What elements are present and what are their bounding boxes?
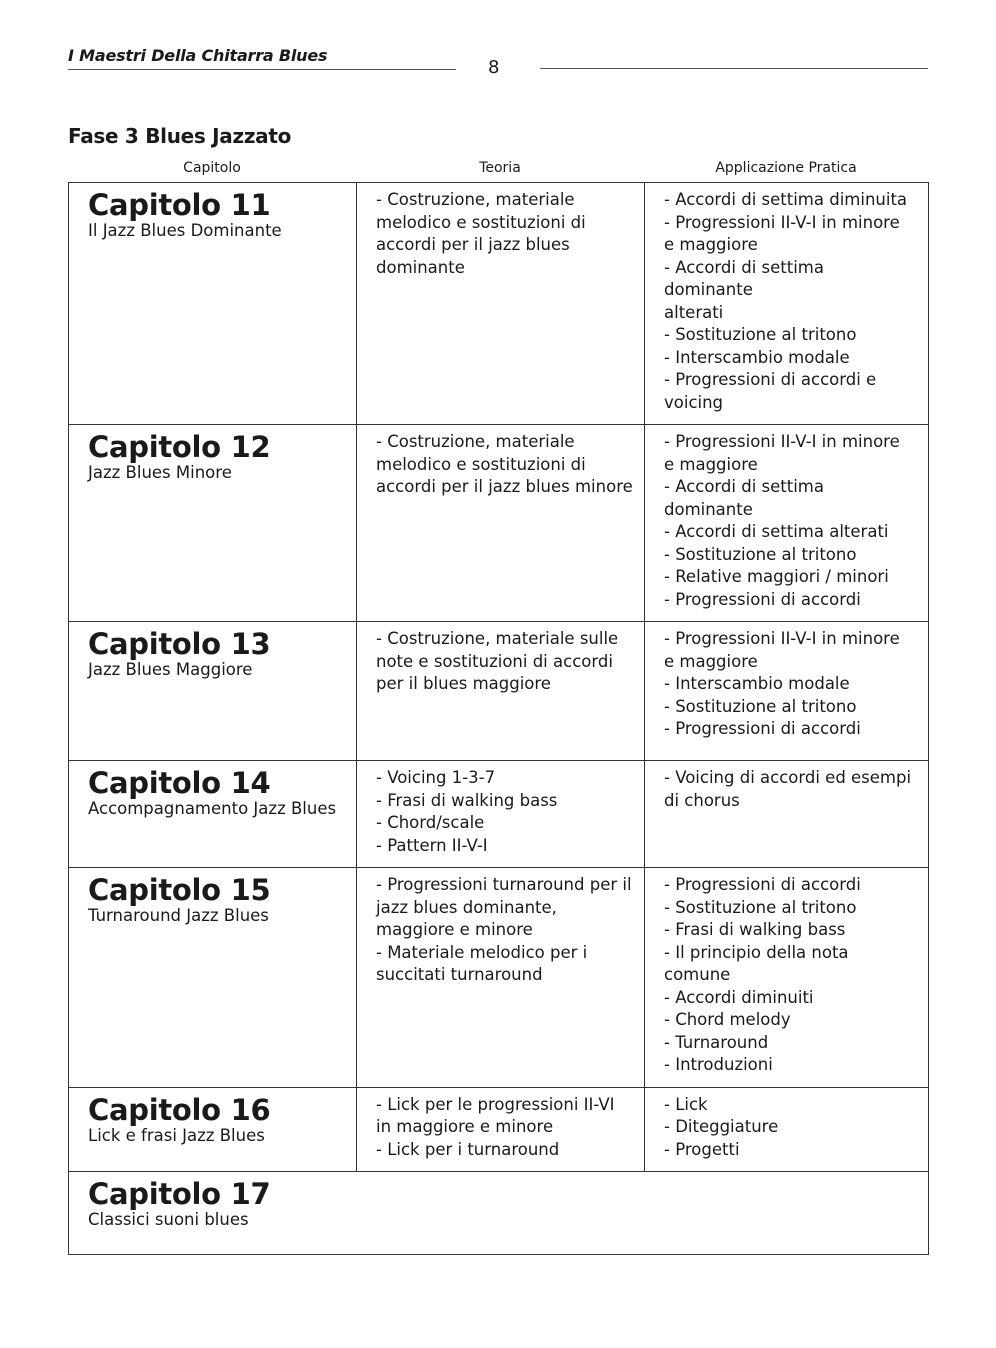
teoria-cell (357, 425, 645, 622)
applicazione-cell (645, 425, 929, 622)
applicazione-cell (645, 183, 929, 425)
applicazione-line: - Progressioni di accordi e (664, 370, 877, 389)
applicazione-line: e maggiore (664, 454, 758, 474)
table-row (69, 761, 929, 868)
applicazione-line: - Accordi diminuiti (664, 987, 814, 1007)
chapter-number: Capitolo 11 (88, 188, 271, 222)
applicazione-line: - Interscambio modale (664, 347, 850, 367)
section-title: Fase 3 Blues Jazzato (68, 124, 292, 148)
applicazione-line: e maggiore (664, 235, 758, 254)
applicazione-line: - Progressioni II-V-I in minore (664, 432, 900, 451)
chapter-number: Capitolo 15 (88, 873, 271, 907)
teoria-line: - Materiale melodico per i (376, 942, 588, 962)
applicazione-line: voicing (664, 392, 724, 412)
teoria-line: - Costruzione, materiale sulle (376, 629, 619, 648)
applicazione-line: - Accordi di settima alterati (664, 522, 889, 541)
applicazione-line: - Turnaround (664, 1032, 769, 1052)
teoria-line: - Lick per le progressioni II-VI (376, 1094, 615, 1114)
table-row (69, 1087, 929, 1172)
chapter-cell (69, 761, 357, 868)
chapter-number: Capitolo 14 (88, 766, 271, 800)
chapter-cell (69, 183, 357, 425)
teoria-line: per il blues maggiore (376, 674, 551, 693)
chapter-number: Capitolo 17 (88, 1177, 271, 1211)
applicazione-line: - Progressioni II-V-I in minore (664, 629, 900, 648)
applicazione-line: - Progressioni II-V-I in minore (664, 212, 900, 232)
teoria-line: succitati turnaround (376, 965, 543, 984)
applicazione-cell (645, 868, 929, 1088)
column-header-capitolo: Capitolo (183, 160, 241, 176)
chapter-cell (69, 1172, 929, 1255)
chapter-subtitle: Accompagnamento Jazz Blues (88, 799, 337, 818)
applicazione-line: - Accordi di settima dominante (664, 257, 824, 299)
chapter-subtitle: Jazz Blues Maggiore (88, 660, 253, 679)
teoria-line: - Costruzione, materiale (376, 190, 575, 209)
applicazione-line: - Voicing di accordi ed esempi (664, 768, 912, 787)
teoria-line: maggiore e minore (376, 920, 533, 939)
applicazione-cell (645, 1087, 929, 1172)
applicazione-line: - Introduzioni (664, 1055, 773, 1074)
teoria-line: accordi per il jazz blues minore (376, 477, 633, 496)
applicazione-line: - Progressioni di accordi (664, 875, 861, 894)
applicazione-line: - Frasi di walking bass (664, 920, 846, 939)
applicazione-line: - Diteggiature (664, 1117, 779, 1136)
header-rule-left (68, 69, 456, 70)
teoria-cell (357, 1087, 645, 1172)
teoria-line: - Chord/scale (376, 813, 485, 832)
applicazione-line: - Progressioni di accordi (664, 589, 861, 609)
teoria-line: - Lick per i turnaround (376, 1139, 560, 1159)
chapter-subtitle: Il Jazz Blues Dominante (88, 221, 282, 240)
applicazione-line: - Sostituzione al tritono (664, 897, 857, 917)
applicazione-line: - Sostituzione al tritono (664, 544, 857, 564)
chapter-number: Capitolo 16 (88, 1092, 271, 1127)
applicazione-line: - Progetti (664, 1139, 740, 1159)
teoria-cell (357, 183, 645, 425)
chapter-subtitle: Classici suoni blues (88, 1210, 249, 1229)
chapter-cell (69, 425, 357, 622)
chapter-number: Capitolo 12 (88, 430, 271, 464)
applicazione-line: - Il principio della nota comune (664, 942, 849, 984)
chapter-cell (69, 868, 357, 1088)
chapter-subtitle: Turnaround Jazz Blues (88, 906, 269, 925)
teoria-line: accordi per il jazz blues (376, 235, 570, 254)
teoria-cell (357, 868, 645, 1088)
teoria-line: melodico e sostituzioni di (376, 454, 586, 474)
applicazione-line: - Accordi di settima diminuita (664, 190, 908, 209)
teoria-line: dominante (376, 257, 465, 277)
applicazione-line: - Relative maggiori / minori (664, 567, 889, 586)
table-row (69, 183, 929, 425)
applicazione-line: - Lick (664, 1094, 708, 1114)
chapters-table (68, 182, 929, 1255)
applicazione-line: - Accordi di settima dominante (664, 477, 824, 519)
chapter-subtitle: Lick e frasi Jazz Blues (88, 1125, 265, 1145)
teoria-cell (357, 761, 645, 868)
chapter-cell (69, 1087, 357, 1172)
teoria-line: - Costruzione, materiale (376, 432, 575, 451)
applicazione-line: e maggiore (664, 651, 758, 671)
column-header-applicazione: Applicazione Pratica (715, 160, 857, 176)
teoria-line: jazz blues dominante, (376, 897, 557, 917)
header-rule-right (540, 68, 928, 69)
teoria-line: - Pattern II-V-I (376, 835, 488, 855)
teoria-line: - Voicing 1-3-7 (376, 768, 496, 787)
applicazione-cell (645, 622, 929, 761)
chapter-subtitle: Jazz Blues Minore (88, 463, 232, 482)
applicazione-line: alterati (664, 302, 724, 322)
applicazione-cell (645, 761, 929, 868)
chapter-number: Capitolo 13 (88, 627, 271, 661)
chapter-cell (69, 622, 357, 761)
teoria-line: - Frasi di walking bass (376, 790, 558, 810)
teoria-line: in maggiore e minore (376, 1117, 554, 1136)
table-row (69, 1172, 929, 1255)
applicazione-line: - Progressioni di accordi (664, 719, 861, 738)
applicazione-line: - Sostituzione al tritono (664, 696, 857, 716)
teoria-line: note e sostituzioni di accordi (376, 651, 613, 671)
table-row (69, 868, 929, 1088)
table-row (69, 425, 929, 622)
applicazione-line: di chorus (664, 790, 740, 810)
table-row (69, 622, 929, 761)
page-number: 8 (488, 57, 500, 78)
applicazione-line: - Sostituzione al tritono (664, 325, 857, 344)
book-title: I Maestri Della Chitarra Blues (68, 46, 328, 65)
column-header-teoria: Teoria (479, 160, 521, 176)
applicazione-line: - Chord melody (664, 1010, 791, 1029)
applicazione-line: - Interscambio modale (664, 674, 850, 693)
teoria-line: melodico e sostituzioni di (376, 212, 586, 232)
teoria-line: - Progressioni turnaround per il (376, 875, 632, 894)
teoria-cell (357, 622, 645, 761)
